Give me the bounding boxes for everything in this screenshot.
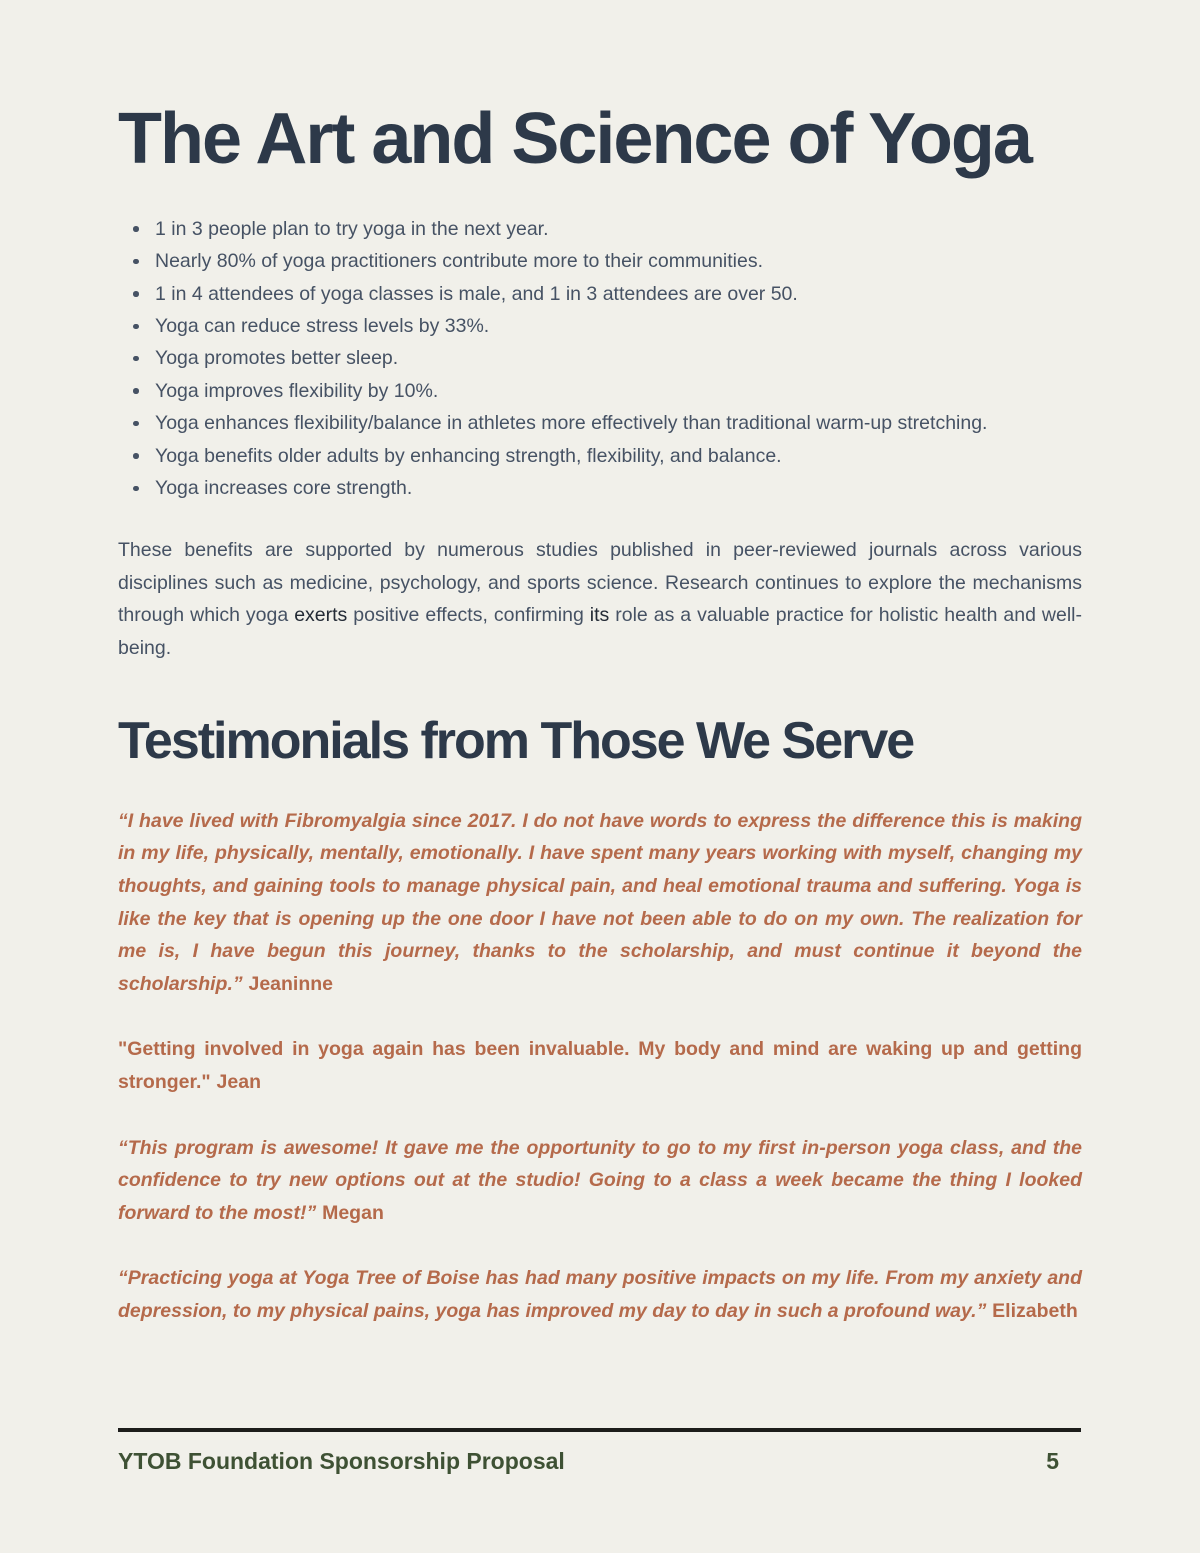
- testimonial-attribution: Jeaninne: [248, 972, 334, 995]
- bullet-item: 1 in 4 attendees of yoga classes is male, and 1 in 3 attendees are over 50.: [118, 278, 1082, 310]
- emphasized-word: its: [589, 604, 610, 627]
- emphasized-word: exerts: [294, 604, 348, 627]
- footer-row: [118, 1448, 1081, 1475]
- testimonial: [118, 1262, 1082, 1327]
- bullet-item: Yoga can reduce stress levels by 33%.: [118, 310, 1082, 342]
- bullet-item: Yoga improves flexibility by 10%.: [118, 375, 1082, 407]
- testimonials-title: Testimonials from Those We Serve: [118, 712, 914, 771]
- testimonial-attribution: Elizabeth: [992, 1300, 1078, 1322]
- bullet-item: Yoga benefits older adults by enhancing strength, flexibility, and balance.: [118, 440, 1082, 472]
- bullet-item: Nearly 80% of yoga practitioners contribute more to their communities.: [118, 245, 1082, 277]
- testimonial: [118, 1033, 1082, 1098]
- testimonial-quote: "Getting involved in yoga again has been invaluable. My body and mind are waking up and getting stronger.": [118, 1038, 1082, 1094]
- testimonials-section: [118, 805, 1082, 1328]
- footer-divider: [118, 1428, 1081, 1432]
- testimonial-attribution: Jean: [216, 1071, 261, 1094]
- bullet-item: Yoga enhances flexibility/balance in athletes more effectively than traditional warm-up stretching.: [118, 407, 1082, 439]
- testimonial-quote: “Practicing yoga at Yoga Tree of Boise has had many positive impacts on my life. From my anxiety and depression, to my physical pains, yoga has improved my day to day in such a profound way.”: [118, 1267, 1082, 1322]
- testimonial: [118, 805, 1082, 1001]
- paragraph-text: role as a valuable practice for holistic health and well-being.: [118, 604, 1082, 659]
- bullet-item: 1 in 3 people plan to try yoga in the next year.: [118, 213, 1082, 245]
- paragraph-text: These benefits are supported by numerous studies published in peer-reviewed journals across various disciplines such as medicine, psychology, and sports science. Research continues to explore the mechanisms through which yoga: [118, 539, 1082, 627]
- stats-bullet-list: [118, 213, 1082, 505]
- footer-title: YTOB Foundation Sponsorship Proposal: [118, 1448, 565, 1474]
- testimonial-quote: “This program is awesome! It gave me the opportunity to go to my first in-person yoga class, and the confidence to try new options out at the studio! Going to a class a week became the thing I looked forward to the most!”: [118, 1136, 1082, 1224]
- benefits-paragraph: [118, 534, 1082, 664]
- paragraph-text: positive effects, confirming: [347, 604, 590, 627]
- testimonial-quote: “I have lived with Fibromyalgia since 2017. I do not have words to express the difference this is making in my life, physically, mentally, emotionally. I have spent many years working with myself, changing my thoughts, and gaining tools to manage physical pain, and heal emotional trauma and suffering. Yoga is like the key that is opening up the one door I have not been able to do on my own. The realization for me is, I have begun this journey, thanks to the scholarship, and must continue it beyond the scholarship.”: [118, 809, 1082, 995]
- bullet-item: Yoga increases core strength.: [118, 472, 1082, 504]
- testimonial-attribution: Megan: [322, 1201, 384, 1224]
- page-title: The Art and Science of Yoga: [118, 99, 1031, 179]
- page-footer: [118, 1428, 1081, 1475]
- page-number: 5: [1046, 1448, 1059, 1474]
- testimonial: [118, 1132, 1082, 1230]
- bullet-item: Yoga promotes better sleep.: [118, 342, 1082, 374]
